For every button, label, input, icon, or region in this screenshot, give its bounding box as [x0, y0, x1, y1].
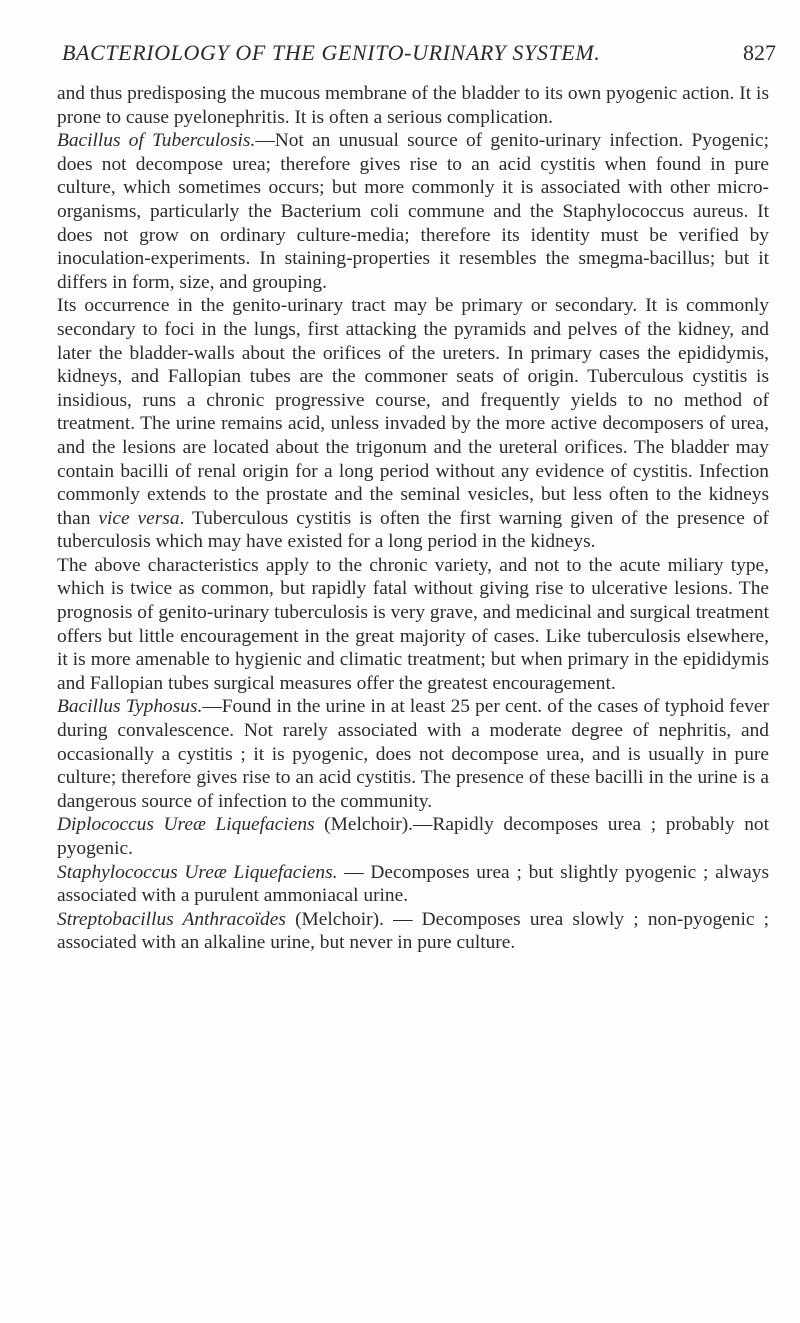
paragraph-bacillus-typhosus — [57, 695, 769, 813]
organism-heading: Streptobacillus Anthracoïdes — [57, 908, 286, 930]
paragraph-streptobacillus-anthracoides — [57, 908, 769, 955]
paragraph-text: —Not an unusual source of genito-urinary infection. Pyogenic; does not decompose urea; therefore gives rise to an acid cystitis when found in pure culture, which sometimes occurs; but more commonly it is associated with other micro-organisms, particularly the Bacterium coli commune and the Staphylococcus aureus. It does not grow on ordinary culture-media; therefore its identity must be verified by inoculation-experiments. In staining-properties it resembles the smegma-bacillus; but it differs in form, size, and grouping. — [57, 130, 770, 293]
paragraph-staphylococcus-ureae — [57, 861, 769, 908]
paragraph-text: (Melchoir).—Rapidly decomposes urea ; probably not pyogenic. — [57, 814, 769, 859]
organism-heading: Staphylococcus Ureæ Liquefaciens. — [57, 861, 338, 883]
paragraph-text: — Decomposes urea ; but slightly pyogenic ; always associated with a purulent ammoniacal urine. — [57, 861, 769, 907]
page-header — [62, 40, 776, 74]
paragraph-bladder-predisposition — [57, 82, 769, 129]
paragraph-bacillus-tuberculosis — [57, 129, 769, 294]
paragraph-text: Its occurrence in the genito-urinary tract may be primary or secondary. It is commonly secondary to foci in the lungs, first attacking the pyramids and pelves of the kidney, and later the bladder-walls about the orifices of the ureters. In primary cases the epididymis, kidneys, and Fallopian tubes are the commoner seats of origin. Tuberculous cystitis is insidious, runs a chronic progressive course, and frequently yields to no method of treatment. The urine remains acid, unless invaded by the more active decomposers of urea, and the lesions are located about the trigonum and the ureteral orifices. The bladder may contain bacilli of renal origin for a long period without any evidence of cystitis. Infection commonly extends to the prostate and the seminal vesicles, but less often to the kidneys than — [57, 295, 769, 529]
page-number: 827 — [743, 40, 776, 65]
paragraph-diplococcus-ureae — [57, 813, 769, 860]
paragraph-text: (Melchoir). — Decomposes urea slowly ; non-pyogenic ; associated with an alkaline urine, but never in pure culture. — [57, 908, 769, 954]
body-text — [57, 82, 769, 955]
paragraph-text: The above characteristics apply to the chronic variety, and not to the acute miliary type, which is twice as common, but rapidly fatal without giving rise to ulcerative lesions. The prognosis of genito-urinary tuberculosis is very grave, and medicinal and surgical treatment offers but little encouragement in the great majority of cases. Like tuberculosis elsewhere, it is more amenable to hygienic and climatic treatment; but when primary in the epididymis and Fallopian tubes surgical measures offer the greatest encouragement. — [57, 554, 769, 694]
running-head: BACTERIOLOGY OF THE GENITO-URINARY SYSTEM. — [62, 40, 601, 65]
organism-heading: Bacillus Typhosus. — [57, 696, 203, 718]
paragraph-tuberculosis-occurrence — [57, 294, 769, 554]
paragraph-text: . Tuberculous cystitis is often the first warning given of the presence of tuberculosis which may have existed for a long period in the kidneys. — [57, 507, 769, 553]
paragraph-tuberculosis-prognosis — [57, 554, 769, 696]
organism-heading: Bacillus of Tuberculosis. — [57, 130, 256, 152]
paragraph-text: and thus predisposing the mucous membrane of the bladder to its own pyogenic action. It is prone to cause pyelonephritis. It is often a serious complication. — [57, 83, 769, 128]
paragraph-text: —Found in the urine in at least 25 per cent. of the cases of typhoid fever during convalescence. Not rarely associated with a moderate degree of nephritis, and occasionally a cystitis ; it is pyogenic, does not decompose urea, and is usually in pure culture; therefore gives rise to an acid cystitis. The presence of these bacilli in the urine is a dangerous source of infection to the community. — [57, 696, 769, 812]
emphasis-text: vice versa — [98, 507, 180, 529]
organism-heading: Diplococcus Ureæ Liquefaciens — [57, 814, 315, 836]
